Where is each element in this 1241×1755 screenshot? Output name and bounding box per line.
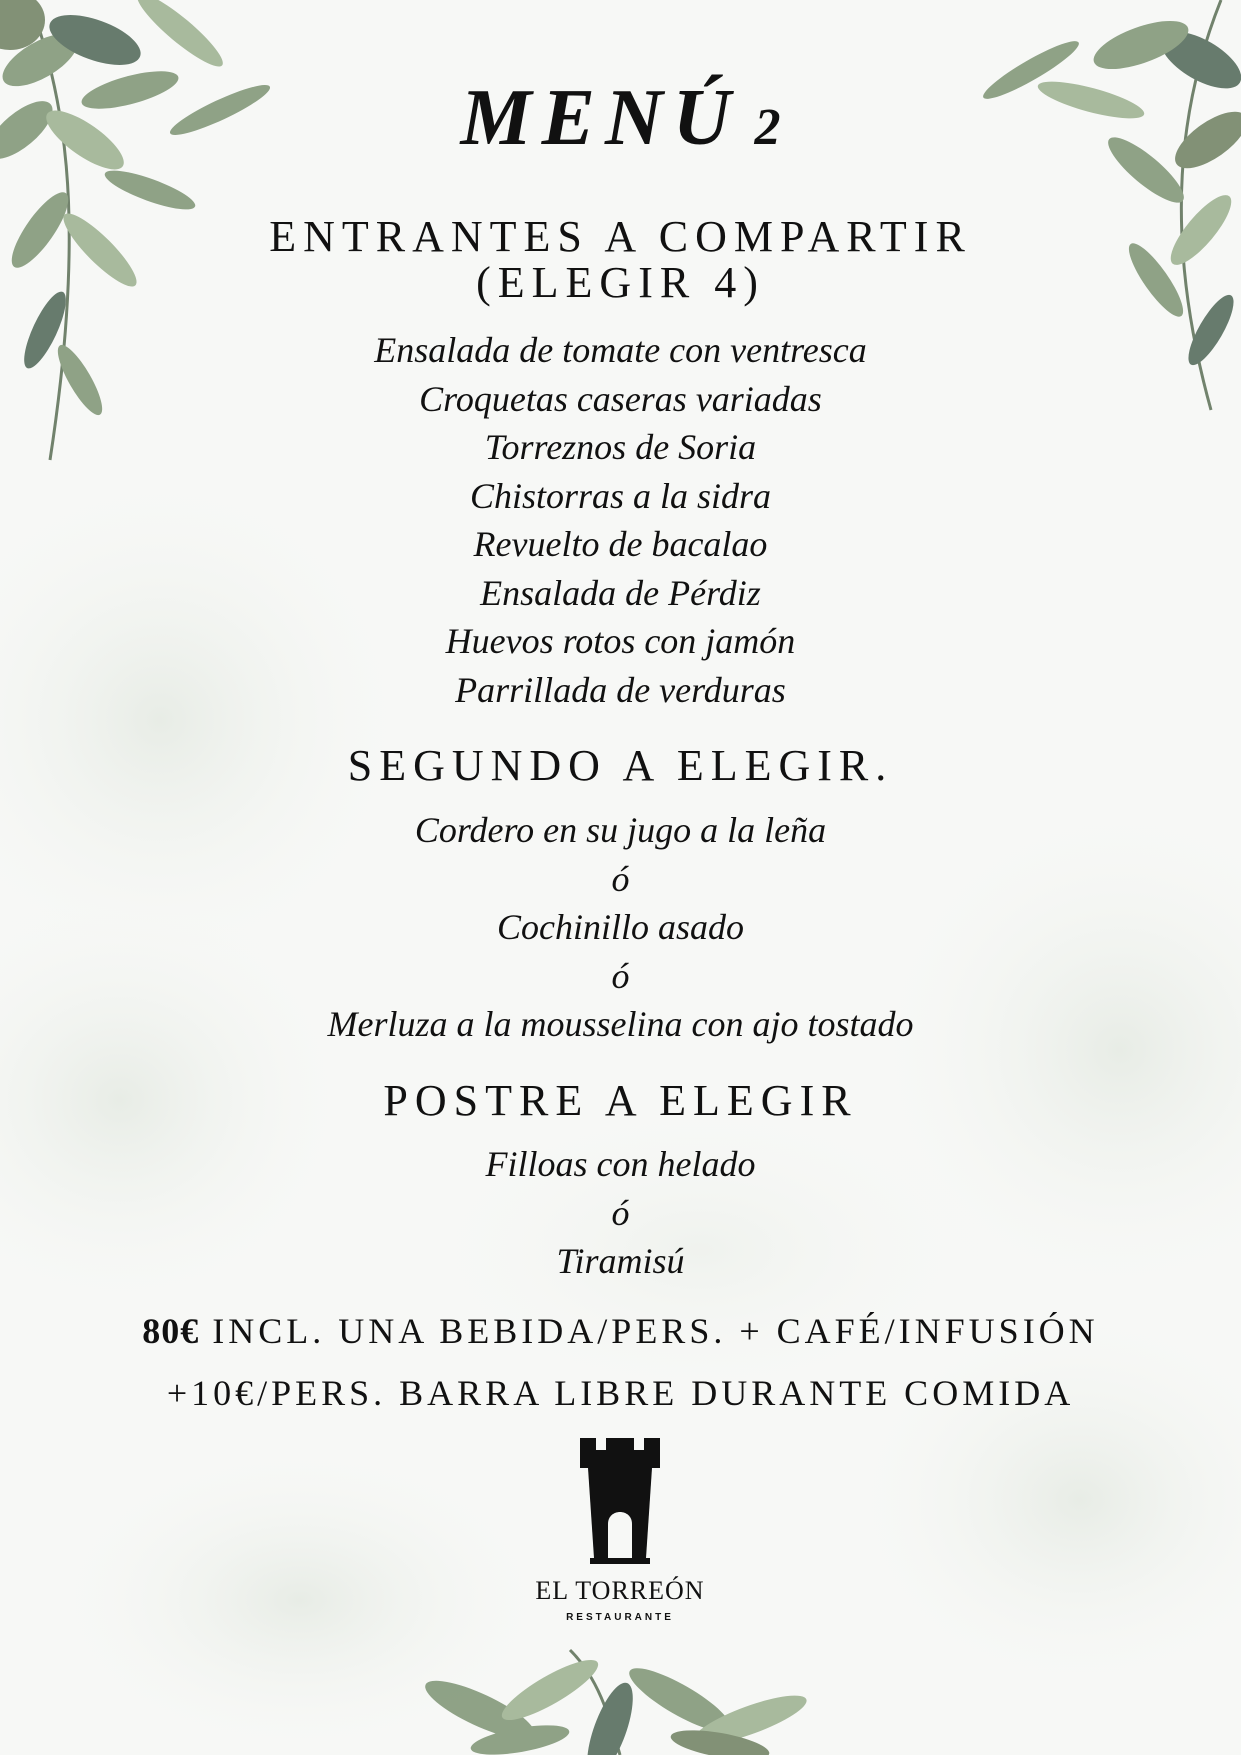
list-item: Tiramisú (556, 1241, 685, 1281)
list-item-separator: ó (611, 955, 630, 996)
starters-heading (0, 214, 1241, 306)
list-item: Torreznos de Soria (484, 427, 757, 467)
restaurant-name: EL TORREÓN (535, 1576, 705, 1605)
list-item-separator: ó (611, 858, 630, 899)
list-item: Cordero en su jugo a la leña (414, 810, 827, 850)
menu-number: 2 (754, 99, 781, 156)
list-item: Parrillada de verduras (455, 669, 786, 710)
list-item: Filloas con helado (485, 1144, 756, 1184)
list-item: Merluza a la mousselina con ajo tostado (327, 1004, 914, 1044)
restaurant-subtitle: RESTAURANTE (566, 1612, 674, 1623)
tower-icon (578, 1438, 662, 1564)
price-line (0, 1313, 1241, 1349)
price-amount: 80€ (142, 1311, 200, 1351)
menu-title (0, 74, 1241, 162)
list-item-separator: ó (611, 1192, 630, 1233)
starters-heading-line1: ENTRANTES A COMPARTIR (269, 212, 972, 261)
mains-list (0, 806, 1241, 1049)
desserts-list (0, 1140, 1241, 1286)
list-item: Croquetas caseras variadas (419, 378, 822, 419)
mains-heading: SEGUNDO A ELEGIR. (347, 741, 894, 790)
desserts-heading: POSTRE A ELEGIR (383, 1076, 858, 1125)
price-detail: INCL. UNA BEBIDA/PERS. + CAFÉ/INFUSIÓN (212, 1311, 1099, 1351)
foliage-bottom-illustration (410, 1640, 830, 1755)
list-item: Huevos rotos con jamón (445, 621, 796, 661)
restaurant-logo (520, 1438, 720, 1628)
list-item: Cochinillo asado (496, 907, 744, 947)
list-item: Chistorras a la sidra (469, 475, 772, 516)
list-item: Revuelto de bacalao (473, 524, 768, 564)
menu-title-text: MENÚ (460, 74, 741, 162)
list-item: Ensalada de Pérdiz (480, 572, 761, 613)
list-item: Ensalada de tomate con ventresca (374, 330, 867, 370)
extra-price-line: +10€/PERS. BARRA LIBRE DURANTE COMIDA (166, 1373, 1075, 1413)
starters-list (0, 326, 1241, 714)
starters-heading-line2: (ELEGIR 4) (476, 258, 765, 307)
